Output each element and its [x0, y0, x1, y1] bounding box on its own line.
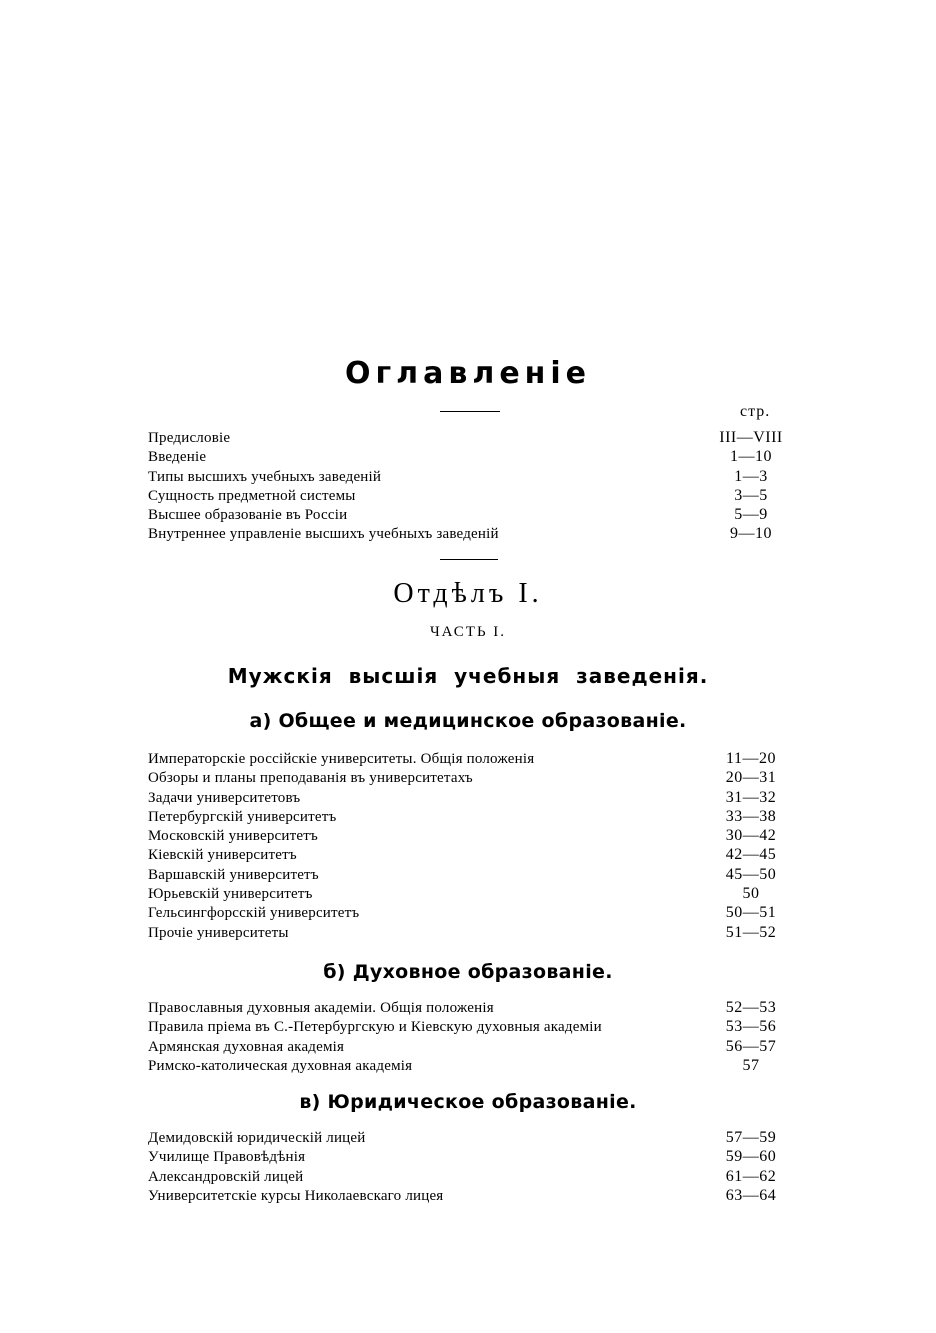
- toc-entry: [148, 505, 786, 524]
- toc-entry: [148, 1037, 786, 1056]
- entry-pages: 5—9: [734, 506, 768, 524]
- entry-pages: 63—64: [725, 1186, 777, 1204]
- entry-title: Православныя духовныя академіи. Общія положенія: [148, 1000, 494, 1016]
- toc-entry: [148, 447, 786, 466]
- entry-title: Внутреннее управленіе высшихъ учебныхъ заведеній: [148, 526, 499, 543]
- entry-title: Императорскіе россійскіе университеты. Общія положенія: [148, 751, 535, 767]
- entry-pages: 61—62: [725, 1167, 777, 1185]
- section-rule: [440, 559, 498, 560]
- entry-title: Армянская духовная академія: [148, 1038, 345, 1055]
- toc-entry: [148, 467, 786, 486]
- entry-title: Правила пріема въ С.-Петербургскую и Кіевскую духовныя академіи: [148, 1019, 602, 1036]
- entry-pages: 31—32: [725, 788, 777, 806]
- entry-title: Гельсингфорсскій университетъ: [148, 905, 360, 922]
- entry-pages: 11—20: [726, 750, 776, 767]
- toc-entry: [148, 428, 786, 447]
- subsection-heading: б) Духовное образованіе.: [323, 961, 613, 983]
- toc-entry: [148, 1147, 786, 1166]
- entry-title: Римско-католическая духовная академія: [148, 1057, 413, 1074]
- entry-pages: 33—38: [725, 807, 777, 825]
- section-a-toc-list: [148, 749, 786, 942]
- entry-title: Сущность предметной системы: [148, 487, 356, 504]
- section-c-toc-list: [148, 1128, 786, 1205]
- subsection-heading: в) Юридическое образованіе.: [299, 1091, 637, 1113]
- toc-entry: [148, 1186, 786, 1205]
- entry-title: Обзоры и планы преподаванія въ университетахъ: [148, 770, 473, 787]
- entry-pages: 56—57: [725, 1037, 777, 1055]
- division-heading: Отдѣлъ I.: [393, 578, 543, 609]
- entry-pages: 1—10: [730, 448, 772, 466]
- toc-entry: [148, 865, 786, 884]
- entry-title: Кіевскій университетъ: [148, 847, 297, 864]
- toc-entry: [148, 903, 786, 922]
- entry-pages: III—VIII: [719, 429, 783, 446]
- toc-entry: [148, 1017, 786, 1036]
- part-heading: ЧАСТЬ I.: [429, 624, 507, 640]
- entry-title: Варшавскій университетъ: [148, 866, 319, 883]
- entry-pages: 50: [742, 885, 760, 903]
- subsection-heading: а) Общее и медицинское образованіе.: [249, 710, 687, 732]
- entry-title: Юрьевскій университетъ: [148, 886, 313, 903]
- entry-title: Университетскіе курсы Николаевскаго лицея: [148, 1187, 444, 1204]
- title-rule: [440, 411, 500, 412]
- toc-entry: [148, 845, 786, 864]
- section-b-toc-list: [148, 998, 786, 1075]
- entry-pages: 57: [742, 1056, 760, 1074]
- entry-title: Введеніе: [148, 449, 207, 466]
- toc-entry: [148, 807, 786, 826]
- toc-entry: [148, 1056, 786, 1075]
- entry-pages: 51—52: [725, 923, 777, 941]
- entry-title: Высшее образованіе въ Россіи: [148, 507, 348, 524]
- entry-title: Александровскій лицей: [148, 1168, 304, 1185]
- entry-pages: 45—50: [725, 865, 777, 883]
- entry-title: Прочіе университеты: [148, 924, 289, 941]
- toc-entry: [148, 998, 786, 1017]
- toc-entry: [148, 826, 786, 845]
- entry-pages: 50—51: [725, 904, 777, 922]
- entry-title: Московскій университетъ: [148, 828, 318, 845]
- entry-title: Типы высшихъ учебныхъ заведеній: [148, 468, 382, 485]
- toc-entry: [148, 923, 786, 942]
- toc-entry: [148, 486, 786, 505]
- toc-entry: [148, 749, 786, 768]
- entry-pages: 9—10: [730, 525, 772, 543]
- page-column-label: стр.: [740, 403, 771, 420]
- entry-pages: 30—42: [725, 827, 777, 845]
- entry-title: Училище Правовѣдѣнія: [148, 1149, 306, 1166]
- toc-entry: [148, 884, 786, 903]
- toc-entry: [148, 1128, 786, 1147]
- entry-pages: 53—56: [725, 1018, 777, 1036]
- entry-pages: 52—53: [725, 999, 777, 1016]
- toc-entry: [148, 524, 786, 543]
- toc-entry: [148, 1167, 786, 1186]
- page-title: Оглавленіе: [344, 356, 592, 391]
- part-title: Мужскія высшія учебныя заведенія.: [227, 664, 709, 688]
- entry-pages: 57—59: [725, 1129, 777, 1146]
- toc-entry: [148, 788, 786, 807]
- entry-title: Предисловіе: [148, 430, 231, 446]
- entry-pages: 20—31: [725, 769, 777, 787]
- intro-toc-list: [148, 428, 786, 544]
- entry-pages: 3—5: [734, 486, 768, 504]
- entry-pages: 42—45: [725, 846, 777, 864]
- entry-pages: 1—3: [734, 467, 768, 485]
- entry-title: Задачи университетовъ: [148, 789, 301, 806]
- entry-title: Демидовскій юридическій лицей: [148, 1130, 366, 1146]
- entry-title: Петербургскій университетъ: [148, 808, 337, 825]
- toc-entry: [148, 768, 786, 787]
- entry-pages: 59—60: [725, 1148, 777, 1166]
